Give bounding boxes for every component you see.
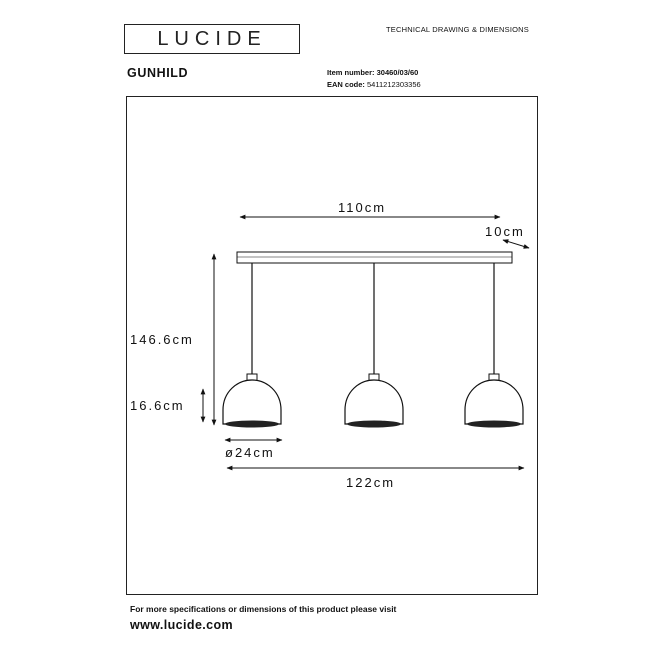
ean-value: 5411212303356 bbox=[367, 80, 421, 89]
shade-height-label: 16.6cm bbox=[130, 398, 185, 413]
shade-left bbox=[223, 374, 281, 428]
rail-width-dimension-line bbox=[503, 240, 529, 248]
ceiling-rail bbox=[237, 252, 512, 263]
document-heading: TECHNICAL DRAWING & DIMENSIONS bbox=[386, 25, 529, 34]
shade-diameter-label: ø24cm bbox=[225, 445, 275, 460]
rail-length-label: 110cm bbox=[338, 200, 387, 215]
product-name: GUNHILD bbox=[127, 66, 189, 80]
item-number-label: Item number: bbox=[327, 68, 375, 77]
shade-right bbox=[465, 374, 523, 428]
item-number-value: 30460/03/60 bbox=[376, 68, 419, 77]
rail-width-label: 10cm bbox=[485, 224, 525, 239]
ean-label: EAN code: bbox=[327, 80, 365, 89]
website-link[interactable]: www.lucide.com bbox=[130, 618, 234, 632]
total-length-label: 122cm bbox=[346, 475, 396, 490]
total-height-label: 146.6cm bbox=[130, 332, 194, 347]
brand-logo: LUCIDE bbox=[124, 24, 300, 54]
footer-note: For more specifications or dimensions of this product please visit bbox=[130, 604, 397, 614]
shade-center bbox=[345, 374, 403, 428]
